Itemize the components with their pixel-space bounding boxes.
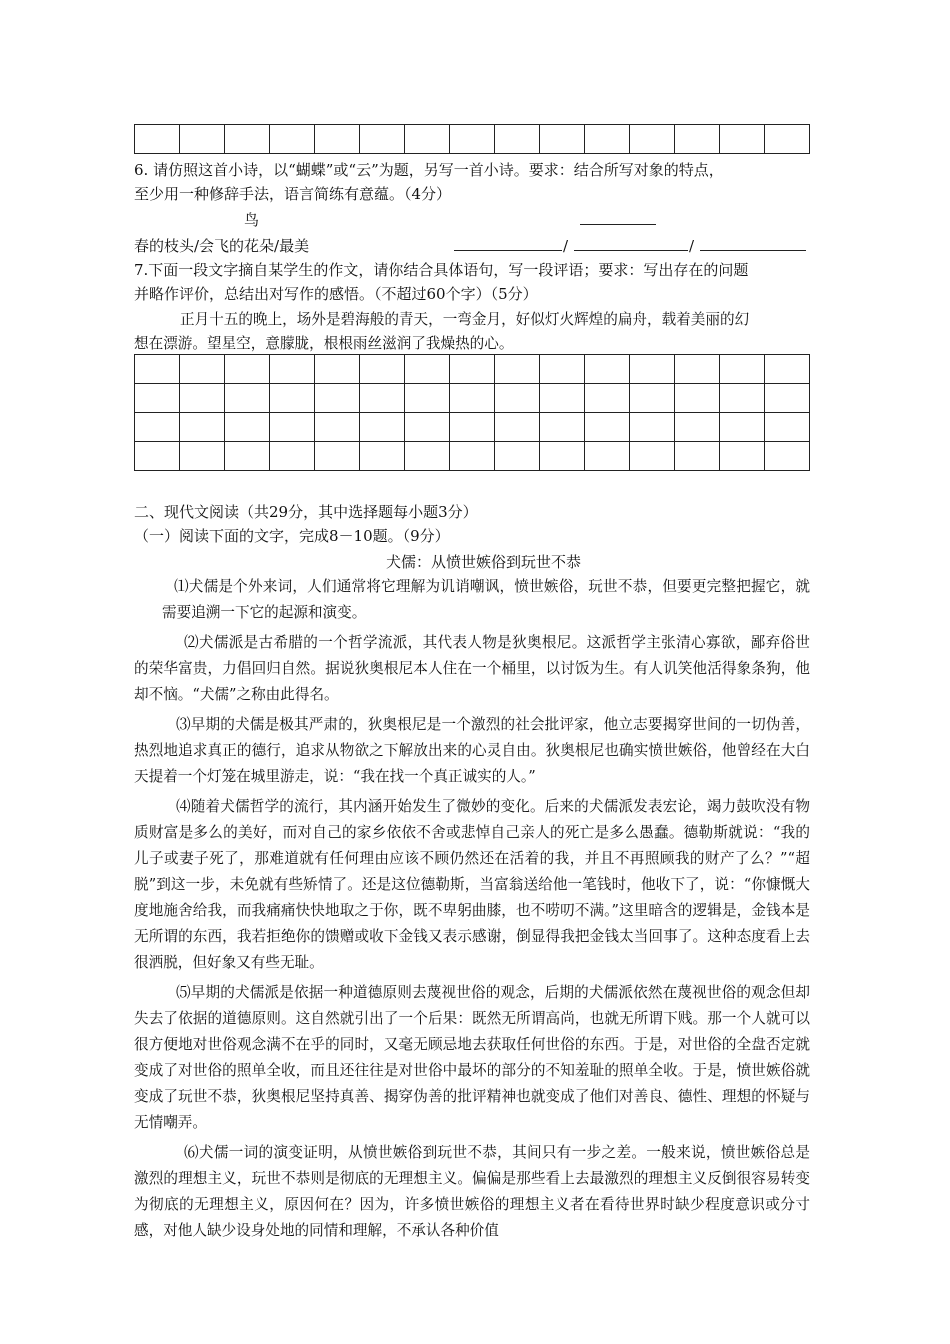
article-title: 犬儒：从愤世嫉俗到玩世不恭 (386, 553, 582, 571)
q7-text-line1: 7.下面一段文字摘自某学生的作文，请你结合具体语句，写一段评语；要求：写出存在的问题 (134, 261, 749, 279)
grid-cell[interactable] (765, 355, 810, 384)
grid-cell[interactable] (675, 413, 720, 442)
grid-cell[interactable] (540, 442, 585, 471)
grid-cell[interactable] (675, 355, 720, 384)
grid-cell[interactable] (270, 413, 315, 442)
grid-cell[interactable] (675, 125, 720, 154)
q7-excerpt-line2: 想在漂游。望星空，意朦胧，根根雨丝滋润了我燥热的心。 (134, 335, 514, 352)
q7-text-line2: 并略作评价，总结出对写作的感悟。（不超过60个字）（5分） (134, 285, 538, 303)
grid-cell[interactable] (135, 384, 180, 413)
grid-cell[interactable] (315, 442, 360, 471)
grid-cell[interactable] (495, 384, 540, 413)
grid-cell[interactable] (180, 355, 225, 384)
grid-cell[interactable] (225, 125, 270, 154)
grid-cell[interactable] (360, 125, 405, 154)
grid-cell[interactable] (720, 125, 765, 154)
grid-cell[interactable] (720, 442, 765, 471)
article-paragraph-2: ⑵犬儒派是古希腊的一个哲学流派，其代表人物是狄奥根尼。这派哲学主张清心寡欲，鄙弃俗世的荣华富贵，力倡回归自然。据说狄奥根尼本人住在一个桶里，以讨饭为生。有人讥笑他活得象条狗，他却不恼。“犬儒”之称由此得名。 (134, 634, 810, 703)
grid-cell[interactable] (495, 413, 540, 442)
grid-cell[interactable] (225, 442, 270, 471)
grid-cell[interactable] (360, 442, 405, 471)
grid-cell[interactable] (315, 125, 360, 154)
grid-cell[interactable] (180, 384, 225, 413)
grid-cell[interactable] (540, 125, 585, 154)
q6-text-line2: 至少用一种修辞手法，语言简练有意蕴。（4分） (134, 185, 452, 203)
grid-cell[interactable] (135, 355, 180, 384)
grid-cell[interactable] (495, 442, 540, 471)
grid-cell[interactable] (360, 355, 405, 384)
grid-cell[interactable] (630, 125, 675, 154)
grid-cell[interactable] (270, 384, 315, 413)
grid-cell[interactable] (720, 384, 765, 413)
grid-cell[interactable] (495, 355, 540, 384)
grid-cell[interactable] (315, 413, 360, 442)
grid-cell[interactable] (135, 442, 180, 471)
grid-cell[interactable] (225, 384, 270, 413)
q6-slash-1: / (563, 237, 569, 255)
article-body (134, 574, 810, 1248)
q6-poem-body: 春的枝头/会飞的花朵/最美 (134, 237, 310, 255)
grid-cell[interactable] (495, 125, 540, 154)
grid-cell[interactable] (360, 384, 405, 413)
grid-cell[interactable] (585, 442, 630, 471)
article-paragraph-3: ⑶早期的犬儒是极其严肃的，狄奥根尼是一个激烈的社会批评家，他立志要揭穿世间的一切伪善，热烈地追求真正的德行，追求从物欲之下解放出来的心灵自由。狄奥根尼也确实愤世嫉俗，他曾经在大白天提着一个灯笼在城里游走，说：“我在找一个真正诚实的人。” (134, 716, 810, 785)
grid-cell[interactable] (585, 384, 630, 413)
grid-cell[interactable] (225, 413, 270, 442)
grid-cell[interactable] (720, 413, 765, 442)
section2-sub-heading: （一）阅读下面的文字，完成8－10题。（9分） (134, 527, 450, 545)
grid-cell[interactable] (315, 384, 360, 413)
grid-cell[interactable] (675, 442, 720, 471)
grid-cell[interactable] (180, 125, 225, 154)
grid-cell[interactable] (540, 384, 585, 413)
article-paragraph-5: ⑸早期的犬儒派是依据一种道德原则去蔑视世俗的观念，后期的犬儒派依然在蔑视世俗的观念但却失去了依据的道德原则。这自然就引出了一个后果：既然无所谓高尚，也就无所谓下贱。那一个人就可以很方便地对世俗观念满不在乎的同时，又毫无顾忌地去获取任何世俗的东西。于是，对世俗的全盘否定就变成了对世俗的照单全收，而且还往往是对世俗中最坏的部分的不知羞耻的照单全收。于是，愤世嫉俗就变成了玩世不恭，狄奥根尼坚持真善、揭穿伪善的批评精神也就变成了他们对善良、德性、理想的怀疑与无情嘲弄。 (134, 984, 810, 1131)
grid-cell[interactable] (405, 442, 450, 471)
grid-cell[interactable] (405, 384, 450, 413)
grid-cell[interactable] (540, 355, 585, 384)
grid-cell[interactable] (630, 413, 675, 442)
grid-cell[interactable] (450, 384, 495, 413)
q6-slash-2: / (689, 237, 695, 255)
grid-cell[interactable] (630, 355, 675, 384)
grid-cell[interactable] (765, 125, 810, 154)
grid-cell[interactable] (720, 355, 765, 384)
q6-poem-title: 鸟 (244, 211, 260, 229)
grid-cell[interactable] (270, 125, 315, 154)
grid-cell[interactable] (540, 413, 585, 442)
grid-cell[interactable] (630, 384, 675, 413)
grid-cell[interactable] (270, 442, 315, 471)
grid-cell[interactable] (450, 442, 495, 471)
grid-cell[interactable] (675, 384, 720, 413)
grid-cell[interactable] (765, 384, 810, 413)
grid-cell[interactable] (315, 355, 360, 384)
section2-heading: 二、现代文阅读（共29分，其中选择题每小题3分） (134, 503, 478, 521)
article-paragraph-4: ⑷随着犬儒哲学的流行，其内涵开始发生了微妙的变化。后来的犬儒派发表宏论，竭力鼓吹没有物质财富是多么的美好，而对自己的家乡依依不舍或悲悼自己亲人的死亡是多么愚蠢。德勒斯就说：“我的儿子或妻子死了，那难道就有任何理由应该不顾仍然还在活着的我，并且不再照顾我的财产了么？”“超脱”到这一步，未免就有些矫情了。还是这位德勒斯，当富翁送给他一笔钱时，他收下了，说：“你慷慨大度地施舍给我，而我痛痛快快地取之于你，既不卑躬曲膝，也不唠叨不满。”这里暗含的逻辑是，金钱本是无所谓的东西，我若拒绝你的馈赠或收下金钱又表示感谢，倒显得我把金钱太当回事了。这种态度看上去很洒脱，但好象又有些无耻。 (134, 798, 810, 971)
q6-answer-blank-1[interactable] (454, 250, 562, 251)
grid-cell[interactable] (360, 413, 405, 442)
grid-cell[interactable] (270, 355, 315, 384)
grid-cell[interactable] (585, 413, 630, 442)
grid-cell[interactable] (630, 442, 675, 471)
grid-cell[interactable] (585, 355, 630, 384)
grid-cell[interactable] (180, 442, 225, 471)
grid-cell[interactable] (405, 413, 450, 442)
grid-cell[interactable] (180, 413, 225, 442)
grid-cell[interactable] (765, 413, 810, 442)
grid-cell[interactable] (405, 355, 450, 384)
grid-cell[interactable] (225, 355, 270, 384)
grid-cell[interactable] (135, 413, 180, 442)
q6-answer-blank-2[interactable] (574, 250, 688, 251)
q6-text-line1: 6. 请仿照这首小诗，以“蝴蝶”或“云”为题，另写一首小诗。要求：结合所写对象的特点， (134, 161, 724, 179)
grid-cell[interactable] (585, 125, 630, 154)
grid-cell[interactable] (450, 125, 495, 154)
q6-title-blank[interactable] (580, 224, 656, 225)
q7-excerpt-line1: 正月十五的晚上，场外是碧海般的青天，一弯金月，好似灯火辉煌的扁舟，载着美丽的幻 (180, 311, 750, 328)
grid-cell[interactable] (765, 442, 810, 471)
answer-grid-top (134, 124, 810, 154)
article-paragraph-1: ⑴犬儒是个外来词，人们通常将它理解为讥诮嘲讽，愤世嫉俗，玩世不恭，但要更完整把握它，就需要追溯一下它的起源和演变。 (162, 578, 810, 621)
answer-grid-q7 (134, 354, 810, 471)
grid-cell[interactable] (450, 355, 495, 384)
article-paragraph-6: ⑹犬儒一词的演变证明，从愤世嫉俗到玩世不恭，其间只有一步之差。一般来说，愤世嫉俗总是激烈的理想主义，玩世不恭则是彻底的无理想主义。偏偏是那些看上去最激烈的理想主义反倒很容易转变为彻底的无理想主义，原因何在？因为，许多愤世嫉俗的理想主义者在看待世界时缺少程度意识或分寸感，对他人缺少设身处地的同情和理解，不承认各种价值 (134, 1144, 810, 1239)
q6-answer-blank-3[interactable] (700, 250, 806, 251)
grid-cell[interactable] (450, 413, 495, 442)
grid-cell[interactable] (405, 125, 450, 154)
grid-cell[interactable] (135, 125, 180, 154)
